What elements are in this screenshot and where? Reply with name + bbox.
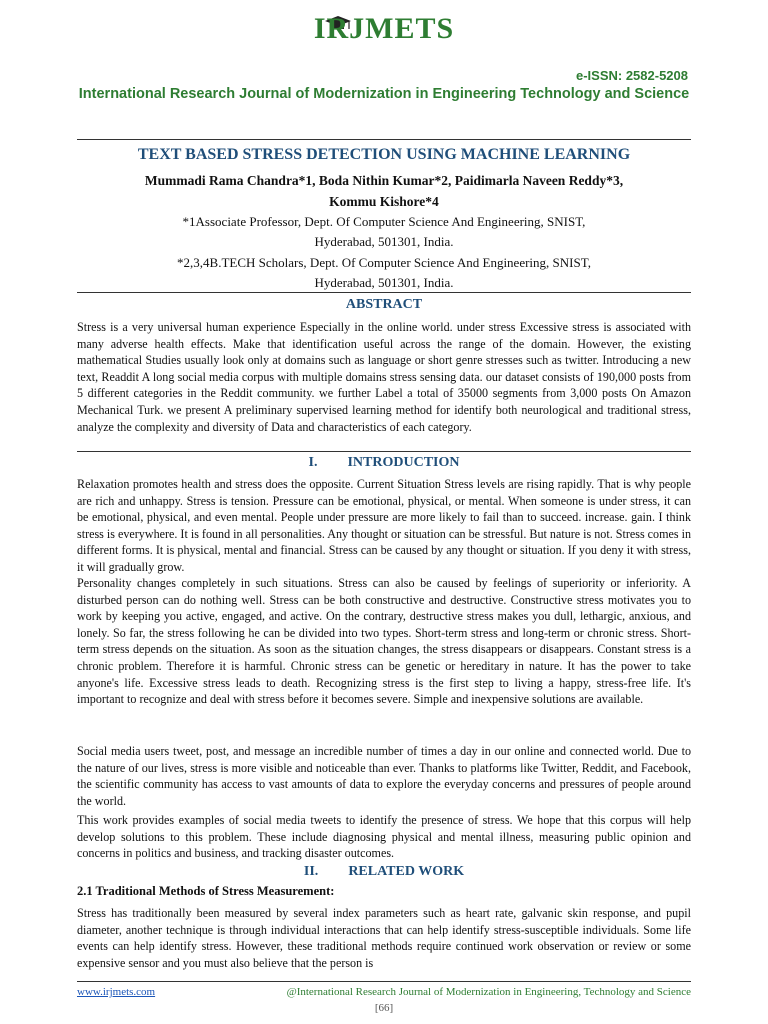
- page-number: [66]: [374, 1002, 394, 1014]
- footer-copyright: @International Research Journal of Modernization in Engineering, Technology and Science: [286, 986, 691, 998]
- intro-number: I.: [308, 455, 318, 470]
- intro-heading: [77, 455, 691, 471]
- issn: e-ISSN: 2582-5208: [575, 68, 688, 83]
- journal-name: International Research Journal of Modernization in Engineering Technology and Science: [78, 86, 690, 102]
- subsection-heading: 2.1 Traditional Methods of Stress Measurement:: [77, 884, 335, 898]
- footer-rule: [77, 981, 691, 982]
- affil1-line2: Hyderabad, 501301, India.: [314, 234, 454, 249]
- affiliation-1: [77, 212, 691, 252]
- journal-logo: [0, 12, 768, 46]
- intro-paragraph-4: This work provides examples of social media tweets to identify the presence of stress. We hope that this corpus will help develop solutions to this problem. These include diagnosing physical and mental illness, measuring public opinion and concerns in politics and business, and tracking disaster outcomes.: [77, 813, 691, 861]
- intro-paragraph-2: Personality changes completely in such situations. Stress can also be caused by feelings of superiority or inferiority. A disturbed person can do nothing well. Stress can be both constructive and destructive. Constructive stress motivates you to work by keeping you active, engaged, and active. On the contrary, destructive stress makes you dull, lethargic, anxious, and lonely. So far, the stress following he can be divided into two types. Short-term stress and long-term or chronic stress. Short-term stress depends on the situation. As soon as the situation changes, the stress disappears or disappears. Constant stress is a chronic problem. Therefore it is harmful. Chronic stress can be genetic or hereditary in nature. It has the power to take anyone's life. Excessive stress leads to death. Recognizing stress is the first step to living a happy, stress-free life. It's important to recognize and deal with stress before it becomes severe. Simple and inexpensive solutions are available.: [77, 576, 691, 707]
- related-number: II.: [303, 864, 319, 879]
- title-rule: [77, 292, 691, 293]
- related-heading: [77, 864, 691, 880]
- intro-title: INTRODUCTION: [347, 455, 460, 470]
- abstract-rule: [77, 451, 691, 452]
- website-link[interactable]: www.irjmets.com: [77, 986, 156, 998]
- related-title: RELATED WORK: [348, 864, 465, 879]
- authors-line1: Mummadi Rama Chandra*1, Boda Nithin Kumar*2, Paidimarla Naveen Reddy*3,: [144, 173, 624, 188]
- abstract-text: Stress is a very universal human experience Especially in the online world. under stress Excessive stress is associated with many adverse health effects. Make that identification useful across the range of the domain. However, the existing mathematical Studies usually look only at domains such as language or short genre stresses such as twitter. Introducing a new text, Readdit A long social media corpus with multiple domains stress sensing data. our dataset consists of 190,000 posts from 5 different categories in the Reddit community. we further Label a total of 35000 segments from 3,000 posts On Amazon Mechanical Turk. we present A preliminary supervised learning method for identify both neurological and traditional stress, analyze the complexity and diversity of Data and characteristics of each category.: [77, 320, 691, 434]
- header-rule: [77, 139, 691, 140]
- authors: [77, 170, 691, 212]
- affil1-line1: *1Associate Professor, Dept. Of Computer Science And Engineering, SNIST,: [182, 214, 586, 229]
- abstract-heading: ABSTRACT: [345, 297, 423, 312]
- logo-text: IRJMETS: [313, 12, 455, 45]
- affil2-line2: Hyderabad, 501301, India.: [314, 275, 454, 290]
- affil2-line1: *2,3,4B.TECH Scholars, Dept. Of Computer Science And Engineering, SNIST,: [177, 255, 591, 270]
- authors-line2: Kommu Kishore*4: [329, 194, 439, 209]
- affiliation-2: [77, 253, 691, 293]
- intro-paragraph-3: Social media users tweet, post, and message an incredible number of times a day in our online and connected world. Due to the nature of our lives, stress is more visible and noticeable than ever. Thanks to platforms like Twitter, Reddit, and Facebook, the scientific community has access to vast amounts of data to explore the everyday concerns and pressures of people around the world.: [77, 744, 691, 808]
- intro-paragraph-1: Relaxation promotes health and stress does the opposite. Current Situation Stress levels are rising rapidly. That is why people are rich and unhappy. Stress is tension. Pressure can be emotional, physical, or mental. When someone is under stress, it can be emotional, physical, and even mental. People under pressure are more likely to fail than to succeed. increase. gain. I think stress is everywhere. It is found in all personalities. Any thought or situation can be stressful. But nature is not. Stress comes in different forms. It is physical, mental and financial. Stress can be caused by any thought or situation. If you deny it with stress, it will gradually grow.: [77, 477, 691, 574]
- paper-title: TEXT BASED STRESS DETECTION USING MACHINE LEARNING: [137, 146, 631, 163]
- related-paragraph-1: Stress has traditionally been measured by several index parameters such as heart rate, galvanic skin response, and pupil diameter, another technique is through individual interactions that can help identify stress-susceptible individuals. Some life events can help identify stress. However, these traditional methods require continued work observation or review or some expensive sensor and you must also believe that the person is: [77, 906, 691, 970]
